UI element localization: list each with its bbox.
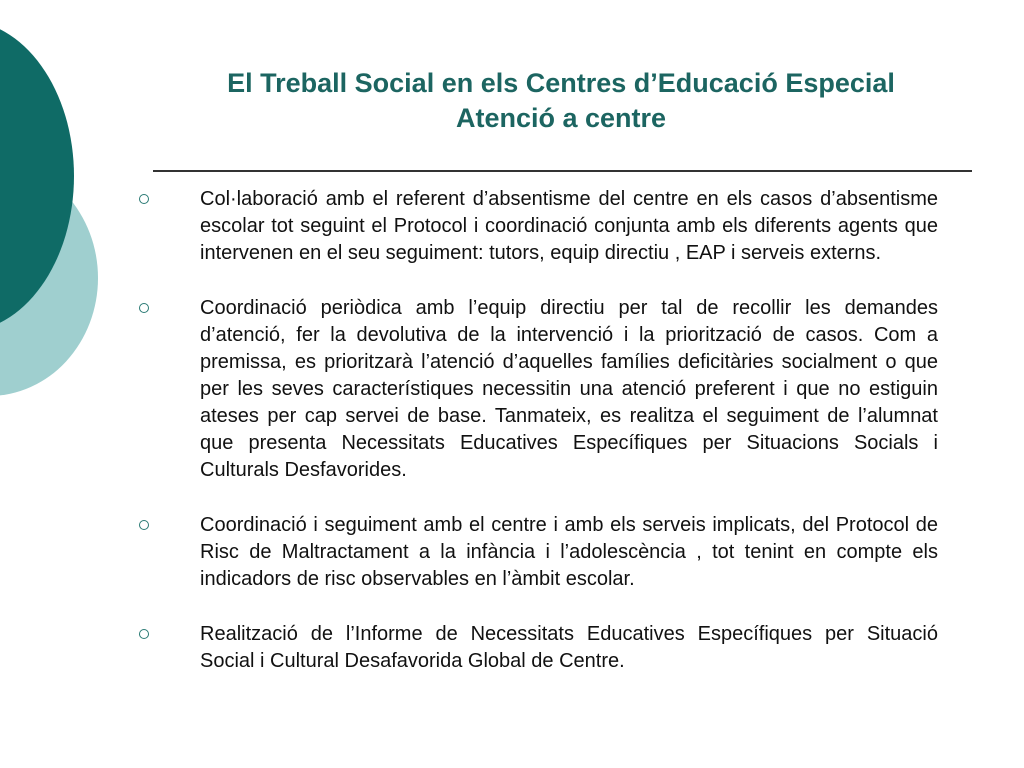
bullet-item-2 — [130, 295, 938, 484]
slide-title — [150, 66, 972, 136]
slide-title-line-2: Atenció a centre — [455, 103, 667, 133]
bullet-circle-icon — [139, 520, 149, 530]
slide-title-line-1: El Treball Social en els Centres d’Educació Especial — [227, 68, 895, 98]
title-divider — [153, 170, 972, 172]
bullet-text: Col·laboració amb el referent d’absentisme del centre en els casos d’absentisme escolar tot seguint el Protocol i coordinació conjunta amb els diferents agents que intervenen en el seu seguiment: tutors, equip directiu , EAP i serveis externs. — [200, 188, 938, 264]
bullet-item-1 — [130, 186, 938, 267]
bullet-circle-icon — [139, 303, 149, 313]
bullet-circle-icon — [139, 629, 149, 639]
bullet-item-3 — [130, 512, 938, 593]
bullet-text: Coordinació periòdica amb l’equip directiu per tal de recollir les demandes d’atenció, fer la devolutiva de la intervenció i la priorització de casos. Com a premissa, es prioritzarà l’atenció d’aquelles famílies deficitàries socialment o que per les seves característiques necessitin una atenció preferent i que no estiguin ateses per cap servei de base. Tanmateix, es realitza el seguiment de l’alumnat que presenta Necessitats Educatives Específiques per Situacions Socials i Culturals Desfavorides. — [200, 297, 938, 481]
bullet-text: Realització de l’Informe de Necessitats Educatives Específiques per Situació Social i Cultural Desafavorida Global de Centre. — [200, 623, 938, 672]
bullet-item-4 — [130, 621, 938, 675]
bullet-list — [130, 186, 938, 675]
bullet-circle-icon — [139, 194, 149, 204]
bullet-text: Coordinació i seguiment amb el centre i amb els serveis implicats, del Protocol de Risc de Maltractament a la infància i l’adolescència , tot tenint en compte els indicadors de risc observables en l’àmbit escolar. — [200, 514, 938, 590]
